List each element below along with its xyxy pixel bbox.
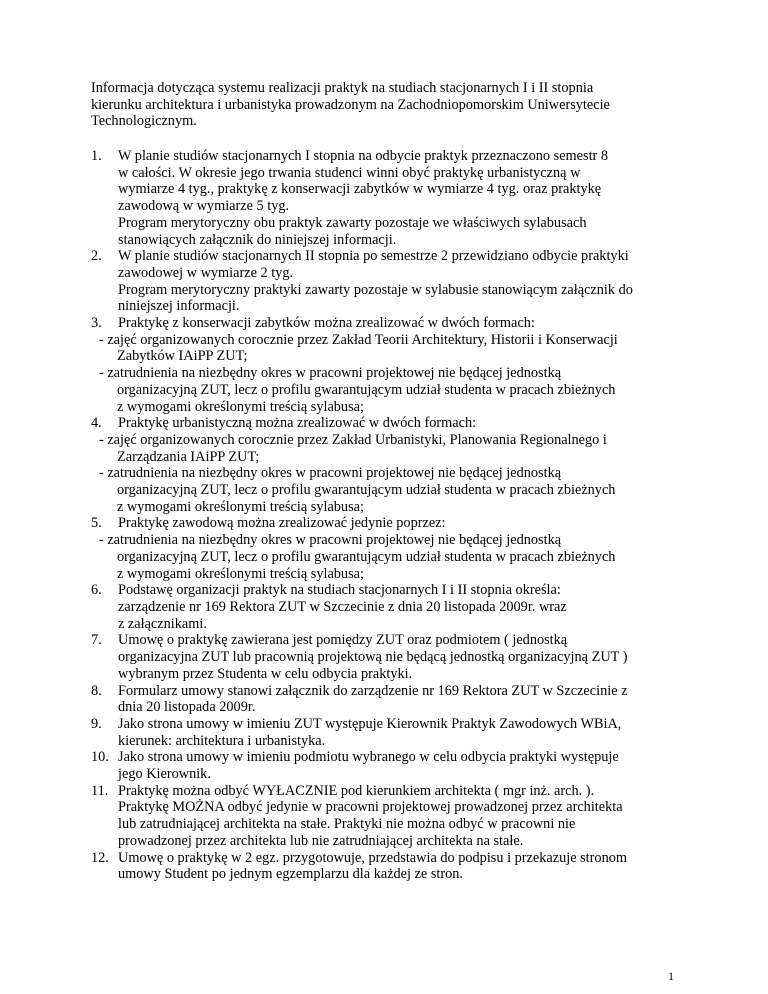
sub-item-line: - zatrudnienia na niezbędny okres w pracowni projektowej nie będącej jednostką [99,532,562,549]
list-item-line: organizacyjna ZUT lub pracownią projektową nie będącą jednostką organizacyjną ZUT ) [118,649,628,666]
list-item-line: jego Kierownik. [118,766,211,783]
sub-item-line: Zabytków IAiPP ZUT; [117,348,248,365]
sub-item-line: organizacyjną ZUT, lecz o profilu gwarantującym udział studenta w pracach zbieżnych [117,548,616,565]
list-item-line: Formularz umowy stanowi załącznik do zarządzenie nr 169 Rektora ZUT w Szczecinie z [118,682,628,699]
list-item-line: Praktykę MOŻNA odbyć jedynie w pracowni projektowej prowadzonej przez architekta [118,799,623,816]
list-item-number: 10. [91,749,109,766]
list-item-number: 6. [91,582,102,599]
list-item-number: 3. [91,315,102,332]
list-item-line: Praktykę zawodową można zrealizować jedynie poprzez: [118,515,446,532]
list-item-line: umowy Student po jednym egzemplarzu dla każdej ze stron. [118,866,464,883]
list-item-number: 4. [91,415,102,432]
list-item [91,248,711,315]
list-item-line: zarządzenie nr 169 Rektora ZUT w Szczecinie z dnia 20 listopada 2009r. wraz [118,598,567,615]
sub-item-line: Zarządzania IAiPP ZUT; [117,448,260,465]
list-item [91,683,711,716]
list-item-line: wybranym przez Studenta w celu odbycia praktyki. [118,665,413,682]
page-number: 1 [668,969,674,983]
list-item [91,415,711,515]
list-item-number: 7. [91,632,102,649]
list-item [91,315,711,415]
list-item-line: Jako strona umowy w imieniu podmiotu wybranego w celu odbycia praktyki występuje [118,749,619,766]
list-item-line: Program merytoryczny praktyki zawarty pozostaje w sylabusie stanowiącym załącznik do [118,281,633,298]
sub-item-line: z wymogami określonymi treścią sylabusa; [117,498,364,515]
list-item [91,148,711,248]
list-item-line: wymiarze 4 tyg., praktykę z konserwacji zabytków w wymiarze 4 tyg. oraz praktykę [118,181,602,198]
list-item-line: kierunek: architektura i urbanistyka. [118,732,326,749]
intro-paragraph [91,80,691,130]
list-item-line: Umowę o praktykę w 2 egz. przygotowuje, przedstawia do podpisu i przekazuje stronom [118,849,627,866]
list-item [91,582,711,632]
list-item-number: 9. [91,715,102,732]
sub-item-line: z wymogami określonymi treścią sylabusa; [117,398,364,415]
list-item-line: z załącznikami. [118,615,207,632]
list-item-number: 8. [91,682,102,699]
intro-line: kierunku architektura i urbanistyka prowadzonym na Zachodniopomorskim Uniwersytecie [91,96,610,113]
list-item-line: Praktykę z konserwacji zabytków można zrealizować w dwóch formach: [118,315,535,332]
numbered-list [91,148,711,883]
list-item-line: lub zatrudniającej architekta na stałe. Praktyki nie można odbyć w pracowni nie [118,816,576,833]
list-item-line: niniejszej informacji. [118,298,240,315]
list-item-line: dnia 20 listopada 2009r. [118,699,256,716]
sub-item-line: organizacyjną ZUT, lecz o profilu gwarantującym udział studenta w pracach zbieżnych [117,381,616,398]
list-item-number: 12. [91,849,109,866]
list-item-line: w całości. W okresie jego trwania studenci winni obyć praktykę urbanistyczną w [118,164,581,181]
list-item-line: Jako strona umowy w imieniu ZUT występuje Kierownik Praktyk Zawodowych WBiA, [118,715,622,732]
list-item-line: prowadzonej przez architekta lub nie zatrudniającej architekta na stałe. [118,832,524,849]
list-item-line: Praktykę można odbyć WYŁACZNIE pod kierunkiem architekta ( mgr inż. arch. ). [118,782,595,799]
list-item [91,850,711,883]
list-item-line: stanowiących załącznik do niniejszej informacji. [118,231,397,248]
list-item-line: zawodową w wymiarze 5 tyg. [118,198,290,215]
list-item-line: W planie studiów stacjonarnych I stopnia na odbycie praktyk przeznaczono semestr 8 [118,148,609,164]
list-item-number: 2. [91,248,102,265]
sub-item-line: - zajęć organizowanych corocznie przez Zakład Teorii Architektury, Historii i Konserwacji [99,331,618,348]
list-item-line: W planie studiów stacjonarnych II stopnia po semestrze 2 przewidziano odbycie praktyki [118,248,629,265]
list-item-line: zawodowej w wymiarze 2 tyg. [118,264,294,281]
sub-item-line: - zatrudnienia na niezbędny okres w pracowni projektowej nie będącej jednostką [99,465,562,482]
list-item-line: Praktykę urbanistyczną można zrealizować w dwóch formach: [118,415,477,432]
sub-item-line: z wymogami określonymi treścią sylabusa; [117,565,364,582]
list-item [91,749,711,782]
list-item-number: 11. [91,782,109,799]
list-item [91,783,711,850]
intro-line: Informacja dotycząca systemu realizacji praktyk na studiach stacjonarnych I i II stopnia [91,80,594,96]
list-item-number: 5. [91,515,102,532]
list-item-line: Program merytoryczny obu praktyk zawarty pozostaje we właściwych sylabusach [118,214,587,231]
intro-line: Technologicznym. [91,113,197,130]
sub-item-line: organizacyjną ZUT, lecz o profilu gwarantującym udział studenta w pracach zbieżnych [117,482,616,499]
sub-item-line: - zatrudnienia na niezbędny okres w pracowni projektowej nie będącej jednostką [99,365,562,382]
list-item-line: Podstawę organizacji praktyk na studiach stacjonarnych I i II stopnia określa: [118,582,561,599]
list-item-line: Umowę o praktykę zawierana jest pomiędzy ZUT oraz podmiotem ( jednostką [118,632,568,649]
list-item [91,716,711,749]
sub-item-line: - zajęć organizowanych corocznie przez Zakład Urbanistyki, Planowania Regionalnego i [99,431,607,448]
list-item [91,515,711,582]
list-item [91,632,711,682]
list-item-number: 1. [91,148,102,164]
